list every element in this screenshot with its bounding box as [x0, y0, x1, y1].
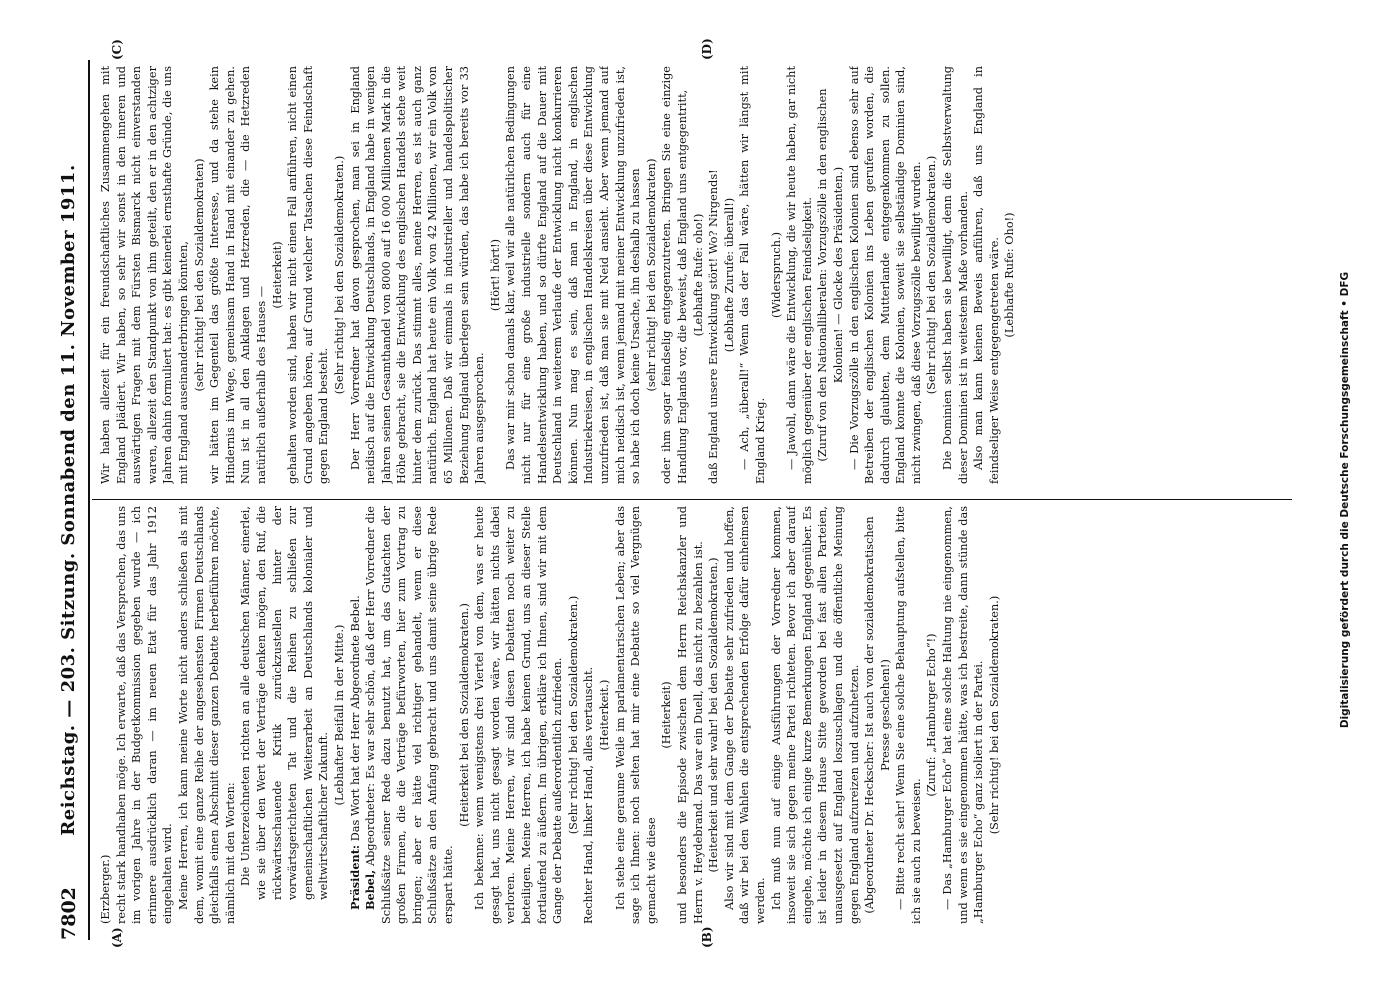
paragraph: und besonders die Episode zwischen dem Herrn Reichskanzler und Herrn v. Heydebrand. Das war ein Duell, das nicht zu bezahlen ist.: [675, 506, 705, 924]
paragraph: Rechter Hand, linker Hand, alles vertauscht.: [582, 666, 596, 924]
paragraph: daß England unsere Entwicklung stört! Wo? Nirgends!: [707, 169, 721, 484]
paragraph: Ich muß nun auf einige Ausführungen der Vorredner kommen, insoweit sie sich gegen meine Partei richteten. Bevor ich aber darauf eingehe, möchte ich einige kurze Bemerkungen England gegenüber. Es ist leider in diesem Hause Sitte geworden bei fast allen Parteien, unausgesetzt auf England loszuschlagen und die öffentliche Meinung gegen England aufzureizen und aufzuhetzen.: [769, 506, 861, 924]
paragraph: — Das „Hamburger Echo“ hat eine solche Haltung nie eingenommen, und wenn es sie eingenommen hätte, was ich bestreite, dann stünde das „Hamburger Echo“ ganz isoliert in der Partei.: [941, 506, 986, 924]
interjection: (Hört! hört!): [488, 238, 502, 312]
interjection: (Sehr richtig! bei den Sozialdemokraten.): [925, 155, 939, 395]
interjection: (Lebhafter Beifall in der Mitte.): [332, 624, 346, 806]
running-title: Reichstag. — 203. Sitzung. Sonnabend den 11. November 1911.: [58, 164, 79, 836]
right-column: [98, 66, 1288, 484]
paragraph: Also man kann keinen Beweis anführen, daß uns England in feindseliger Weise entgegengetreten wäre.: [972, 66, 1001, 484]
speaker-ref: (Erzberger.): [99, 854, 112, 924]
interjection: (Sehr richtig! bei den Sozialdemokraten.): [566, 595, 580, 835]
margin-mark-a: (A): [110, 927, 124, 948]
paragraph: Meine Herren, ich kann meine Worte nicht anders schließen als mit dem, womit eine ganze Reihe der angesehensten Firmen Deutschlands gleichfalls einen Abschnitt dieser ganzen Debatte herbeiführen möchte, nämlich mit den Worten:: [176, 506, 237, 924]
quotation: Die Unterzeichneten richten an alle deutschen Männer, einerlei, wie sie über den Wert der Verträge denken mögen, den Ruf, die rückwärtsschauende Kritik zurückzustellen hinter der vorwärtsgerichteten Tat und die Reihen zu schließen zur gemeinschaftlichen Weiterarbeit an Deutschlands kolonialer und weltwirtschaftlicher Zukunft.: [239, 506, 331, 900]
left-column: [98, 506, 1288, 924]
interjection: (Lebhafte Rufe: Oho!): [1003, 212, 1017, 338]
paragraph-text: Abgeordneter: Es war sehr schön, daß der Herr Vorredner die Schlußsätze seiner Rede dazu benutzt hat, um das Gutachten der großen Firmen, die die Verträge befürworten, hier zum Vortrag zu bringen; aber er hätte viel richtiger gehandelt, wenn er diese Schlußsätze an den Anfang gebracht und uns damit seine übrige Rede erspart hätte.: [364, 506, 456, 924]
column-rule: [92, 499, 1292, 500]
interjection: (Heiterkeit): [270, 241, 284, 309]
dfg-credit-text: Digitalisierung gefördert durch die Deutsche Forschungsgemeinschaft • DFG: [1339, 271, 1351, 729]
interjection: (Zuruf: „Hamburger Echo“!): [925, 633, 939, 797]
interjection: (Heiterkeit.): [598, 679, 611, 751]
interjection: (sehr richtig! bei den Sozialdemokraten): [644, 158, 658, 392]
paragraph: Der Herr Vorredner hat davon gesprochen, man sei in England neidisch auf die Entwicklung Deutschlands, in England habe in wenigen Jahren seinen Gesamthandel von 8000 auf 16 000 Millionen Mark in die Höhe gebracht, sie die Entwicklung des englischen Handels stehe weit hinter dem zurück. Das stimmt alles, meine Herren, es ist auch ganz natürlich. England hat heute ein Volk von 42 Millionen, wir ein Volk von 65 Millionen. Daß wir einmals in industrieller und handelspolitischer Beziehung England überlegen sein würden, das habe ich bereits vor 33 Jahren ausgesprochen.: [348, 66, 487, 484]
paragraph: gehalten worden sind, haben wir nicht einen Fall anführen, nicht einen Grund angeben hören, auf Grund welcher Tatsachen diese Feindschaft gegen England besteht.: [286, 66, 331, 484]
interjection: (Zuruf von den Nationalliberalen: Vorzugszölle in den englischen Kolonien! — Glocke des Präsidenten.): [816, 88, 845, 462]
paragraph: recht stark handhaben möge. Ich erwarte, daß das Versprechen, das uns im vorigen Jahre in der Budgetkommission gegeben wurde — ich erinnere ausdrücklich daran — im neuen Etat für das Jahr 1912 eingehalten wird.: [114, 506, 175, 924]
speaker-name: Präsident:: [347, 844, 362, 910]
interjection: (Heiterkeit): [660, 681, 674, 749]
paragraph: — Bitte recht sehr! Wenn Sie eine solche Behauptung aufstellen, bitte ich sie auch zu beweisen.: [894, 506, 923, 924]
paragraph: Das war mir schon damals klar, weil wir alle natürlichen Bedingungen nicht nur für eine große industrielle sondern auch für eine Handelsentwicklung haben, und so dürfte England auf die Dauer mit Deutschland in weiterem Verlaufe der Entwicklung nicht konkurrieren können. Nun mag es sein, daß man in England, in englischen Industriekreisen, in englischen Handelskreisen über diese Entwicklung unzufrieden ist, daß man sie mit Neid ansieht. Aber wenn jemand auf mich neidisch ist, wenn jemand mit meiner Entwicklung unzufrieden ist, so habe ich doch keine Ursache, ihn deshalb zu hassen: [504, 66, 643, 484]
paragraph: — Jawohl, dann wäre die Entwicklung, die wir heute haben, gar nicht möglich gegenüber der englischen Feindseligkeit.: [785, 66, 814, 484]
margin-mark-d: (D): [700, 38, 714, 60]
header-rule: [88, 60, 90, 940]
paragraph: [363, 506, 457, 924]
interjection: (sehr richtig! bei den Sozialdemokraten): [192, 158, 206, 392]
paragraph: oder ihm sogar feindselig entgegenzutreten. Bringen Sie eine einzige Handlung Englands vor, die beweist, daß England uns entgegentritt,: [660, 66, 689, 484]
interjection: (Sehr richtig! bei den Sozialdemokraten.): [987, 595, 1001, 835]
paragraph: — Die Vorzugszölle in den englischen Kolonien sind ebenso sehr auf Betreiben der englischen Kolonien ins Leben gerufen worden, die dadurch glaubten, dem Mutterlande entgegenkommen zu sollen. England konnte die Kolonien, soweit sie selbständige Dominien sind, nicht zwingen, daß diese Vorzugszölle bewilligt wurden.: [847, 66, 923, 484]
interjection: (Widerspruch.): [769, 231, 783, 319]
paragraph: — Ach, „überall!“ Wenn das der Fall wäre, hätten wir längst mit England Krieg.: [738, 66, 767, 484]
interjection: (Abgeordneter Dr. Heckscher: Ist auch von der sozialdemokratischen Presse geschehen!): [863, 516, 892, 914]
interjection: (Heiterkeit bei den Sozialdemokraten.): [457, 603, 471, 827]
speaker-name: Bebel,: [363, 869, 378, 910]
paragraph: Also wir sind mit dem Gange der Debatte sehr zufrieden und hoffen, daß wir bei den Wahlen die entsprechenden Erfolge dafür einheimsen werden.: [722, 506, 767, 924]
page-header: [52, 60, 86, 940]
paragraph: [348, 506, 364, 924]
dfg-credit: [1330, 60, 1360, 940]
margin-mark-c: (C): [110, 39, 124, 60]
margin-mark-b: (B): [700, 926, 714, 948]
paragraph: Die Dominien selbst haben sie bewilligt, denn die Selbstverwaltung dieser Dominien ist in weitestem Maße vorhanden.: [941, 66, 970, 484]
paragraph-text: Das Wort hat der Herr Abgeordnete Bebel.: [348, 595, 362, 842]
paragraph: Ich stehe eine geraume Weile im parlamentarischen Leben; aber das sage ich Ihnen: noch selten hat mir eine Debatte so viel Vergnügen gemacht wie diese: [613, 506, 658, 924]
paragraph: Ich bekenne: wenn wenigstens drei Viertel von dem, was er heute gesagt hat, uns nicht gesagt worden wäre, wir hätten nichts dabei verloren. Meine Herren, wir sind diesen Debatten noch weiter zu beteiligen. Meine Herren, ich habe keinen Grund, uns an dieser Stelle fortlaufend zu äußern. Im übrigen, erkläre ich Ihnen, sind wir mit dem Gange der Debatte außerordentlich zufrieden.: [473, 506, 565, 924]
interjection: (Lebhafte Zurufe: überall!): [722, 197, 736, 353]
interjection: (Lebhafte Rufe: oho!): [691, 213, 705, 337]
paragraph: Wir haben allezeit für ein freundschaftliches Zusammengehen mit England plädiert. Wir haben, so sehr wir sonst in den inneren und auswärtigen Fragen mit dem Fürsten Bismarck nicht einverstanden waren, allezeit den Standpunkt von ihm geteilt, den er in den achtziger Jahren dahin formuliert hat: es gibt keinerlei ernsthafte Gründe, die uns mit England auseinanderbringen könnten,: [99, 66, 190, 484]
paragraph: wir hätten im Gegenteil das größte Interesse, und da stehe kein Hindernis im Wege, gemeinsam Hand in Hand mit einander zu gehen. Nun ist in all den Anklagen und Hetzreden, die — die Hetzreden natürlich außerhalb des Hauses —: [208, 66, 268, 484]
interjection: (Heiterkeit und sehr wahr! bei den Sozialdemokraten.): [707, 557, 721, 873]
page-number: 7802: [58, 887, 80, 940]
interjection: (Sehr richtig! bei den Sozialdemokraten.): [332, 155, 346, 395]
